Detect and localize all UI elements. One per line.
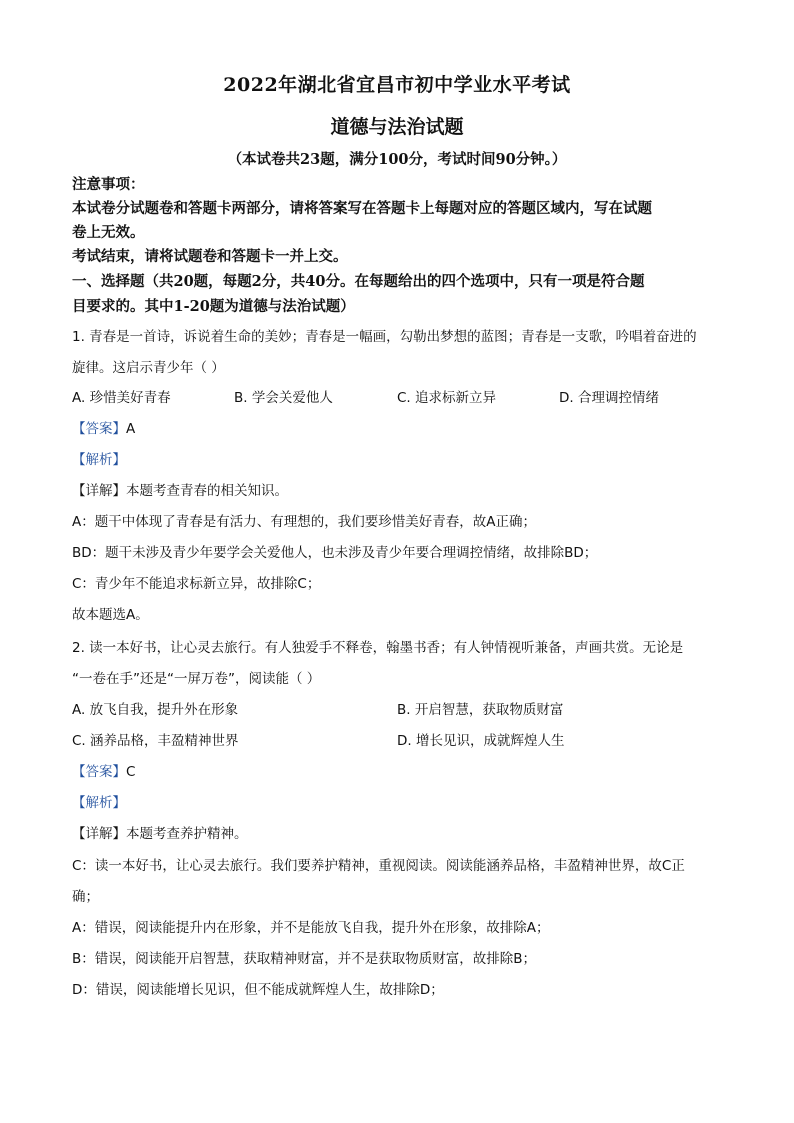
answer-tag: 【答案】 [72, 764, 126, 780]
analysis-tag: 【解析】 [72, 452, 126, 468]
detail-line [72, 479, 732, 499]
explanation-line: A：题干中体现了青春是有活力、有理想的，我们要珍惜美好青春，故A正确； [72, 514, 536, 530]
explanation-line: 故本题选A。 [72, 607, 149, 623]
subject-title: 道德与法治试题 [330, 116, 464, 138]
notes-heading: 注意事项： [72, 176, 145, 193]
exam-title: 2022年湖北省宜昌市初中学业水平考试 [223, 74, 571, 96]
answer-value: A [126, 421, 136, 437]
explanation-line: B：错误，阅读能开启智慧，获取精神财富，并不是获取物质财富，故排除B； [72, 951, 537, 967]
option-b: B. 学会关爱他人 [234, 390, 333, 406]
explanation-line: C：青少年不能追求标新立异，故排除C； [72, 576, 321, 592]
detail-text: 本题考查养护精神。 [126, 826, 248, 842]
question-stem: 2. 读一本好书，让心灵去旅行。有人独爱手不释卷，翰墨书香；有人钟情视听兼备，声画共赏。无论是 [72, 640, 684, 656]
explanation-line: C：读一本好书，让心灵去旅行。我们要养护精神，重视阅读。阅读能涵养品格，丰盈精神世界，故C正 [72, 858, 685, 874]
option-d: D. 合理调控情绪 [559, 390, 659, 406]
option-d: D. 增长见识，成就辉煌人生 [397, 733, 565, 749]
option-a: A. 珍惜美好青春 [72, 390, 171, 406]
detail-tag: 【详解】 [72, 826, 126, 842]
analysis-line [72, 448, 732, 468]
section-heading: 目要求的。其中1-20题为道德与法治试题） [72, 298, 355, 315]
section-heading: 一、选择题（共20题，每题2分，共40分。在每题给出的四个选项中，只有一项是符合题 [72, 273, 645, 290]
question-stem: 1. 青春是一首诗，诉说着生命的美妙；青春是一幅画，勾勒出梦想的蓝图；青春是一支歌，吟唱着奋进的 [72, 329, 697, 345]
option-c: C. 追求标新立异 [397, 390, 497, 406]
notes-line: 考试结束，请将试题卷和答题卡一并上交。 [72, 248, 348, 265]
detail-line [72, 822, 732, 842]
exam-info: （本试卷共23题，满分100分，考试时间90分钟。） [227, 151, 567, 168]
option-row [72, 729, 732, 749]
option-c: C. 涵养品格，丰盈精神世界 [72, 733, 239, 749]
answer-tag: 【答案】 [72, 421, 126, 437]
option-row [72, 698, 732, 718]
answer-line [72, 760, 732, 780]
explanation-line: A：错误，阅读能提升内在形象，并不是能放飞自我，提升外在形象，故排除A； [72, 920, 550, 936]
question-stem: 旋律。这启示青少年（ ） [72, 360, 225, 376]
answer-value: C [126, 764, 136, 780]
explanation-line: D：错误，阅读能增长见识，但不能成就辉煌人生，故排除D； [72, 982, 444, 998]
analysis-tag: 【解析】 [72, 795, 126, 811]
analysis-line [72, 791, 732, 811]
explanation-line: 确； [72, 889, 99, 905]
question-stem: “一卷在手”还是“一屏万卷”，阅读能（ ） [72, 671, 321, 687]
explanation-line: BD：题干未涉及青少年要学会关爱他人，也未涉及青少年要合理调控情绪，故排除BD； [72, 545, 598, 561]
detail-text: 本题考查青春的相关知识。 [126, 483, 288, 499]
notes-line: 卷上无效。 [72, 224, 145, 241]
answer-line [72, 417, 732, 437]
option-row [72, 386, 732, 406]
option-b: B. 开启智慧，获取物质财富 [397, 702, 564, 718]
detail-tag: 【详解】 [72, 483, 126, 499]
option-a: A. 放飞自我，提升外在形象 [72, 702, 239, 718]
notes-line: 本试卷分试题卷和答题卡两部分，请将答案写在答题卡上每题对应的答题区域内，写在试题 [72, 200, 652, 217]
